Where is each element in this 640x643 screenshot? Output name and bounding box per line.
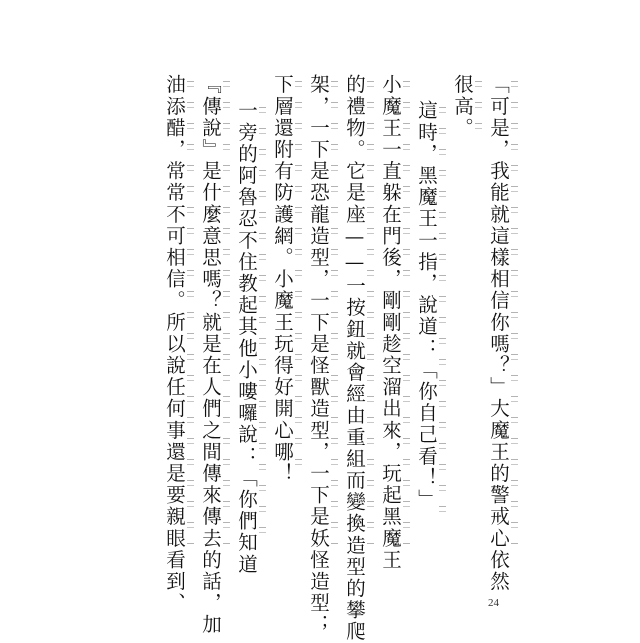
text-column-9: 『傳說』是什麼意思嗎？就是在人們之間傳來傳去的話，加	[199, 74, 222, 636]
text-column-10: 油添醋，常常不可相信。所以說任何事還是要親眼看到、	[163, 74, 186, 614]
zhuyin-annotation	[187, 78, 194, 548]
page-number: 24	[488, 597, 499, 609]
zhuyin-annotation	[259, 104, 266, 548]
zhuyin-annotation	[475, 78, 482, 138]
zhuyin-annotation	[439, 104, 446, 524]
zhuyin-annotation	[367, 78, 374, 548]
text-column-3: 這時，黑魔王一指，說道：「你自己看！」	[415, 100, 438, 511]
text-column-2: 很高。	[451, 74, 474, 139]
zhuyin-annotation	[295, 78, 302, 478]
zhuyin-annotation	[331, 78, 338, 548]
text-column-8: 一旁的阿魯忍不住教起其他小嘍囉說：「你們知道	[235, 100, 258, 576]
text-column-7: 下層還附有防護網。小魔王玩得好開心哪！	[271, 74, 294, 485]
zhuyin-annotation	[223, 78, 230, 548]
zhuyin-annotation	[511, 78, 518, 548]
text-column-5: 的禮物。它是座——一按鈕就會經由重組而變換造型的攀爬	[343, 74, 366, 643]
zhuyin-annotation	[403, 78, 410, 548]
text-column-4: 小魔王一直躲在門後，剛剛趁空溜出來，玩起黑魔王	[379, 74, 402, 571]
text-column-6: 架，一下是恐龍造型，一下是怪獸造型，一下是妖怪造型；	[307, 74, 330, 636]
text-column-1: 「可是，我能就這樣相信你嗎？」大魔王的警戒心依然	[487, 74, 510, 593]
